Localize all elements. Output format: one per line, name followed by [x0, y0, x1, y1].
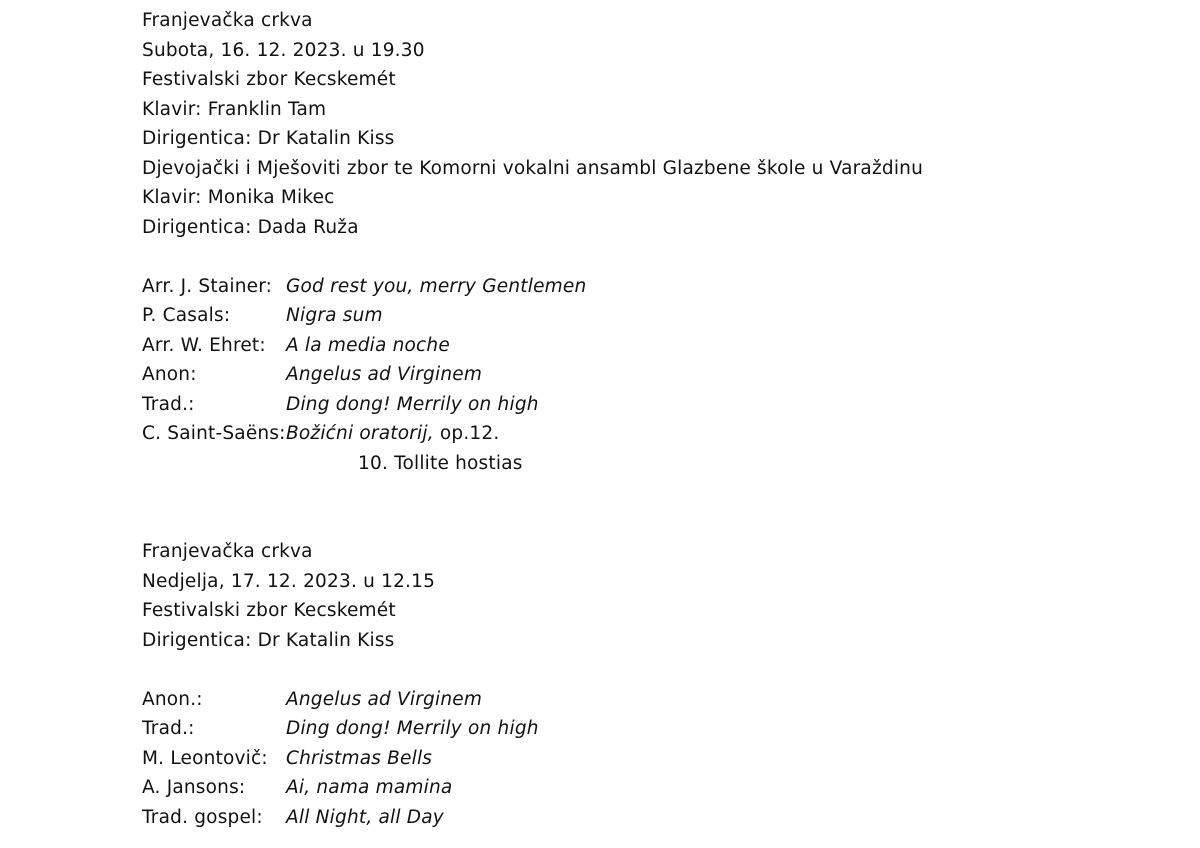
- program-item: [142, 714, 1142, 744]
- program-item: [142, 419, 1142, 449]
- work-title: Ding dong! Merrily on high: [286, 718, 539, 739]
- concert-venue: Franjevačka crkva: [142, 10, 313, 31]
- program-list: [142, 685, 1142, 833]
- opus-number: op.12.: [433, 423, 500, 444]
- work-title: Angelus ad Virginem: [286, 364, 483, 385]
- spacer: [142, 655, 1142, 685]
- composer-name: Anon.:: [142, 688, 203, 710]
- program-item: [142, 685, 1142, 715]
- program-item: [142, 360, 1142, 390]
- composer-name: M. Leontovič:: [142, 747, 268, 769]
- concert-date: Nedjelja, 17. 12. 2023. u 12.15: [142, 570, 436, 592]
- work-title: Ai, nama mamina: [286, 777, 453, 798]
- program-list: [142, 272, 1142, 479]
- work-title: A la media noche: [286, 334, 450, 356]
- program-item: [142, 272, 1142, 302]
- work-title: All Night, all Day: [286, 806, 444, 828]
- composer-name: Arr. J. Stainer:: [142, 275, 273, 297]
- composer-name: C. Saint-Saëns:: [142, 423, 286, 444]
- work-title: God rest you, merry Gentlemen: [286, 275, 587, 297]
- program-item: [142, 331, 1142, 361]
- work-title: Nigra sum: [286, 305, 383, 326]
- concert-block: [142, 6, 1142, 478]
- performer-line: Klavir: Franklin Tam: [142, 98, 327, 120]
- composer-name: Trad.:: [142, 718, 195, 739]
- performer-line: Dirigentica: Dr Katalin Kiss: [142, 128, 395, 149]
- performer-line: Klavir: Monika Mikec: [142, 187, 335, 208]
- composer-name: Arr. W. Ehret:: [142, 334, 266, 356]
- program-item: [142, 390, 1142, 420]
- movement-title: 10. Tollite hostias: [358, 452, 523, 474]
- document-page: [142, 6, 1142, 832]
- work-entry: [286, 419, 499, 449]
- program-item: [142, 301, 1142, 331]
- composer-name: A. Jansons:: [142, 777, 246, 798]
- program-item: [142, 744, 1142, 774]
- concert-venue: Franjevačka crkva: [142, 541, 313, 562]
- performer-line: Festivalski zbor Kecskemét: [142, 69, 396, 90]
- performer-line: Dirigentica: Dada Ruža: [142, 216, 359, 238]
- composer-name: Trad.:: [142, 393, 195, 415]
- concert-date: Subota, 16. 12. 2023. u 19.30: [142, 39, 425, 61]
- program-item: [142, 773, 1142, 803]
- spacer: [142, 242, 1142, 272]
- composer-name: Trad. gospel:: [142, 806, 263, 828]
- work-title: Christmas Bells: [286, 747, 433, 769]
- performer-line: Djevojački i Mješoviti zbor te Komorni vokalni ansambl Glazbene škole u Varaždinu: [142, 157, 924, 179]
- work-title: Ding dong! Merrily on high: [286, 393, 539, 415]
- concert-block: [142, 537, 1142, 832]
- composer-name: P. Casals:: [142, 305, 231, 326]
- spacer: [142, 478, 1142, 537]
- work-title: Angelus ad Virginem: [286, 688, 483, 710]
- work-title: Božićni oratorij,: [286, 423, 434, 444]
- performer-line: Festivalski zbor Kecskemét: [142, 600, 396, 621]
- composer-name: Anon:: [142, 364, 197, 385]
- program-item: [142, 803, 1142, 833]
- performer-line: Dirigentica: Dr Katalin Kiss: [142, 629, 395, 651]
